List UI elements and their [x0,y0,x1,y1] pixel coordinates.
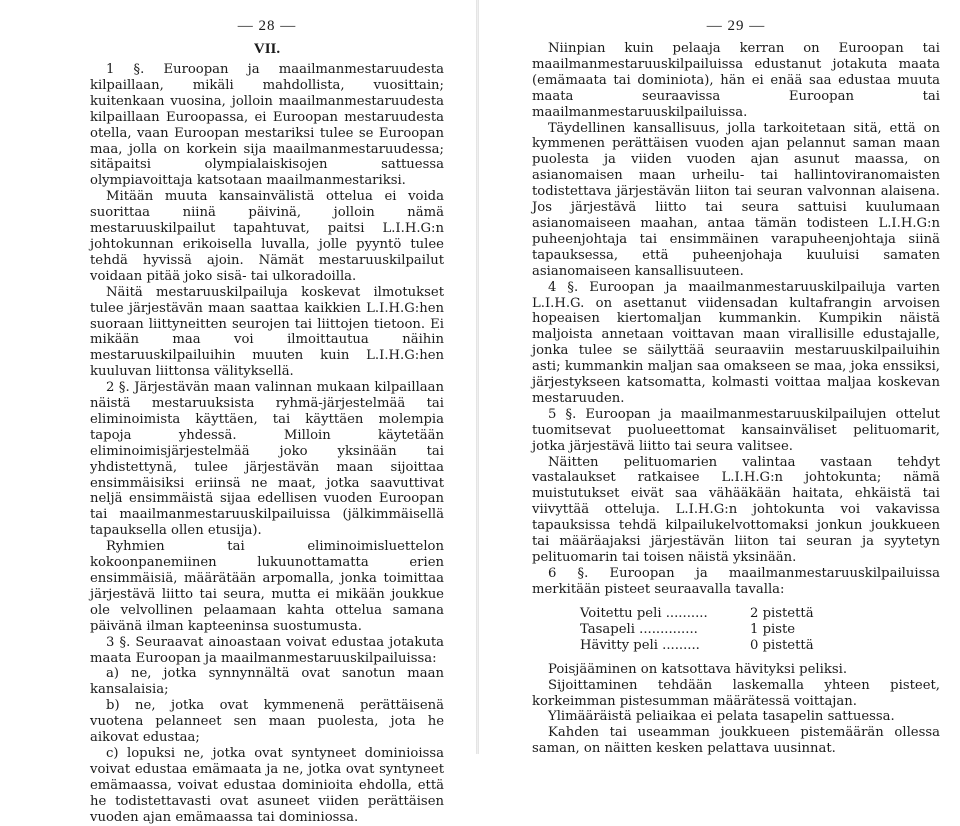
points-label: Hävitty peli ......... [580,637,700,653]
table-row [580,638,814,654]
page-number: — 28 — [237,18,297,34]
paragraph: Mitään muuta kansainvälistä ottelua ei voida suorittaa niinä päivinä, jolloin nämä mestaruuskilpailut tapahtuvat, paitsi L.I.H.G:n johtokunnan erikoisella luvalla, jolle pyyntö tulee tehdä hyvissä ajoin. Nämät mestaruuskilpailut voidaan pitää joko sisä- tai ulkoradoilla. [90,189,444,284]
page-number: — 29 — [706,18,766,34]
paragraph: Näitten pelituomarien valintaa vastaan tehdyt vastalaukset ratkaisee L.I.H.G:n johtokunta; nämä muistutukset eivät saa vähääkään haitata, ehkäistä tai viivyttää otteluja. L.I.H.G:n johtokunta voi vakavissa tapauksissa tehdä kilpailukelvottomaksi jonkun joukkueen tai määräajaksi järjestävän liiton tai seuran ja syytetyn pelituomarin tai toisen näistä yksinään. [532,454,940,565]
table-row [580,622,814,638]
list-item: c) lopuksi ne, jotka ovat syntyneet dominioissa voivat edustaa emämaata ja ne, jotka ovat syntyneet emämaassa, voivat edustaa dominioita ehdolla, että he todistettavasti ovat asuneet viiden perättäisen vuoden ajan emämaassa tai dominiossa. [90,745,444,825]
points-table [580,606,814,654]
points-value: 0 pistettä [750,637,814,653]
paragraph: Kahden tai useamman joukkueen pistemäärän ollessa saman, on näitten kesken pelattava uusinnat. [532,725,940,757]
points-value: 1 piste [750,621,796,637]
points-label: Voitettu peli .......... [580,605,708,621]
left-page [0,0,470,825]
points-label: Tasapeli .............. [580,621,698,637]
paragraph: 1 §. Euroopan ja maailmanmestaruudesta kilpaillaan, mikäli mahdollista, vuosittain; kuitenkaan vuosina, jolloin maailmanmestaruudesta kilpaillaan Euroopassa, ei Euroopan mestaruudesta otella, vaan Euroopan mestariksi tulee se Euroopan maa, jolla on korkein sija maailmanmestaruudessa; sitäpaitsi olympialaiskisojen sattuessa olympiavoittaja katsotaan maailmanmestariksi. [90,62,444,189]
paragraph: 4 §. Euroopan ja maailmanmestaruuskilpailuja varten L.I.H.G. on asettanut viidensadan kultafrangin arvoisen hopeaisen kiertomaljan kummankin. Kumpikin näistä maljoista annetaan voittavan maan virallisille edustajalle, jonka tulee se säilyttää seuraaviin mestaruuskilpailuihin asti; kummankin maljan saa omakseen se maa, joka enssiksi, järjestykseen katsomatta, kolmasti voittaa maljaa koskevan mestaruuden. [532,279,940,406]
paragraph: Sijoittaminen tehdään laskemalla yhteen pisteet, korkeimman pistesumman määrätessä voittajan. [532,677,940,709]
paragraph: 3 §. Seuraavat ainoastaan voivat edustaa jotakuta maata Euroopan ja maailmanmestaruuskilpailuissa: [90,634,444,666]
paragraph: 5 §. Euroopan ja maailmanmestaruuskilpailujen ottelut tuomitsevat puolueettomat kansainväliset pelituomarit, jotka järjestävä liitto tai seura valitsee. [532,406,940,454]
paragraph: Näitä mestaruuskilpailuja koskevat ilmotukset tulee järjestävän maan saattaa kaikkien L.I.H.G:hen suoraan liittyneitten seurojen tai liittojen tietoon. Ei mikään maa voi ilmoittautua näihin mestaruuskilpailuihin muuten kuin L.I.H.G:hen kuuluvan liittonsa välityksellä. [90,284,444,380]
book-fold [476,0,479,754]
paragraph: Ryhmien tai eliminoimisluettelon kokoonpanemiinen lukuunottamatta erien ensimmäisiä, määrätään arpomalla, jonka toimittaa järjestävä liitto tai seura, mutta ei mikään joukkue ole velvollinen pelaamaan kahta ottelua samana päivänä ilman kapteeninsa suostumusta. [90,539,444,634]
points-value: 2 pistettä [750,605,814,621]
paragraph: Poisjääminen on katsottava hävityksi peliksi. [548,661,848,677]
paragraph: Ylimääräistä peliaikaa ei pelata tasapelin sattuessa. [548,709,895,725]
paragraph: 2 §. Järjestävän maan valinnan mukaan kilpaillaan näistä mestaruuksista ryhmä-järjestelmää tai eliminoimista käyttäen, tai käyttäen molempia tapoja yhdessä. Milloin käytetään eliminoimisjärjestelmää joko yksinään tai yhdistettynä, tulee järjestävän maan sijoittaa ensimmäisiksi eriinsä ne maat, jotka saavuttivat neljä ensimmäistä sijaa edellisen vuoden Euroopan tai maailmanmestaruuskilpailuissa (jälkimmäisellä tapauksella ollen etusija). [90,380,444,539]
chapter-heading: VII. [253,41,281,57]
paragraph: Täydellinen kansallisuus, jolla tarkoitetaan sitä, että on kymmenen perättäisen vuoden ajan pelannut saman maan puolesta ja viiden vuoden ajan asunut maassa, on asianomaisen maan urheilu- tai hallintoviranomaisten todistettava järjestävän liiton tai seuran valvonnan alaisena. Jos järjestävä liitto tai seura sattuisi kuulumaan asianomaiseen maahan, antaa tämän todisteen L.I.H.G:n puheenjohtaja tai ensimmäinen varapuheenjohtaja siinä tapauksessa, että puheenjohaja kuuluisi samaten asianomaiseen kansallisuuteen. [532,120,940,279]
list-item: b) ne, jotka ovat kymmenenä perättäisenä vuotena pelanneet sen maan puolesta, jota he aikovat edustaa; [90,698,444,746]
list-item: a) ne, jotka synnynnältä ovat sanotun maan kansalaisia; [90,666,444,698]
paragraph: 6 §. Euroopan ja maailmanmestaruuskilpailuissa merkitään pisteet seuraavalla tavalla: [532,565,940,597]
right-page [482,0,960,757]
paragraph: Niinpian kuin pelaaja kerran on Euroopan tai maailmanmestaruuskilpailuissa edustanut jotakuta maata (emämaata tai dominiota), hän ei enää saa edustaa muuta maata seuraavissa Euroopan tai maailmanmestaruuskilpailuissa. [532,41,940,120]
table-row [580,606,814,622]
